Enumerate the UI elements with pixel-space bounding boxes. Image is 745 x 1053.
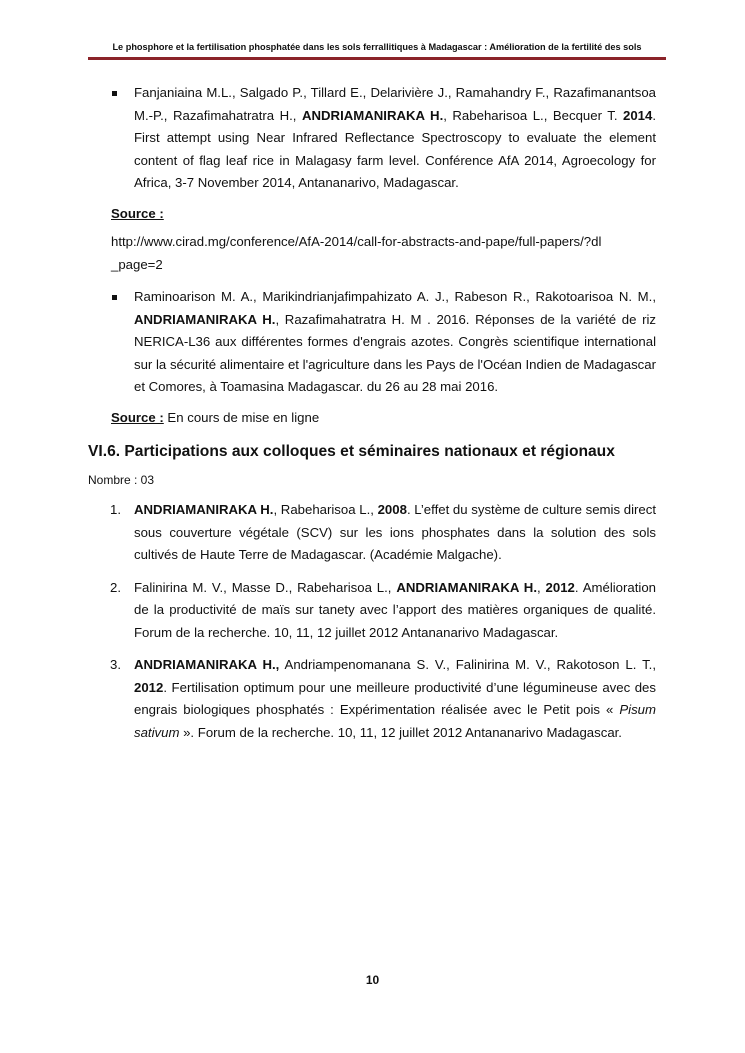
item-number: 1. [110, 502, 121, 517]
running-header: Le phosphore et la fertilisation phosphatée dans les sols ferrallitiques à Madagascar : Amélioration de la fertilité des sols [112, 42, 642, 52]
page-number: 10 [365, 973, 380, 987]
source-url[interactable]: http://www.cirad.mg/conference/AfA-2014/call-for-abstracts-and-pape/full-papers/?dl_page=2 [111, 234, 602, 272]
colloque-item: 3. ANDRIAMANIRAKA H., Andriampenomanana S. V., Falinirina M. V., Rakotoson L. T., 2012. Fertilisation optimum pour une meilleure productivité d’une légumineuse avec des engrais biologiques phosphatés : Expérimentation réalisée avec le Petit pois « Pisum sativum ». Forum de la recherche. 10, 11, 12 juillet 2012 Antananarivo Madagascar. [88, 654, 656, 744]
item-number: 2. [110, 579, 121, 595]
header-rule [88, 57, 666, 60]
publication-item: Fanjaniaina M.L., Salgado P., Tillard E., Delarivière J., Ramahandry F., Razafimanantsoa M.-P., Razafimahatratra H., ANDRIAMANIRAKA H., Rabeharisoa L., Becquer T. 2014. First attempt using Near Infrared Reflectance Spectroscopy to evaluate the element content of flag leaf rice in Malagasy farm level. Conférence AfA 2014, Agroecology for Africa, 3-7 November 2014, Antananarivo, Madagascar. [88, 82, 656, 195]
colloque-item: 2. Falinirina M. V., Masse D., Rabeharisoa L., ANDRIAMANIRAKA H., 2012. Amélioration de la productivité de maïs sur tanety avec l’apport des matières organiques de qualité. Forum de la recherche. 10, 11, 12 juillet 2012 Antananarivo Madagascar. [88, 577, 656, 645]
source-label: Source : [111, 409, 164, 425]
item-count: Nombre : 03 [88, 473, 155, 487]
item-number: 3. [110, 657, 121, 672]
source-label: Source : [111, 205, 164, 221]
colloque-item: 1. ANDRIAMANIRAKA H., Rabeharisoa L., 2008. L’effet du système de culture semis direct sous couverture végétale (SCV) sur les ions phosphates dans la solution des sols cultivés de Haute Terre de Madagascar. (Académie Malgache). [88, 499, 656, 567]
publication-item: Raminoarison M. A., Marikindrianjafimpahizato A. J., Rabeson R., Rakotoarisoa N. M., ANDRIAMANIRAKA H., Razafimahatratra H. M . 2016. Réponses de la variété de riz NERICA-L36 aux différentes formes d'engrais azotes. Congrès scientifique international sur la sécurité alimentaire et l'agriculture dans les Pays de l'Océan Indien de Madagascar et Comores, à Toamasina Madagascar. du 26 au 28 mai 2016. [88, 286, 656, 399]
bullet-square-icon [112, 91, 117, 96]
page-body [88, 82, 666, 744]
source-line [88, 203, 666, 226]
section-title: VI.6. Participations aux colloques et séminaires nationaux et régionaux [88, 443, 615, 460]
source-value: En cours de mise en ligne [163, 409, 320, 425]
source-line [88, 407, 666, 430]
bullet-square-icon [112, 295, 117, 300]
